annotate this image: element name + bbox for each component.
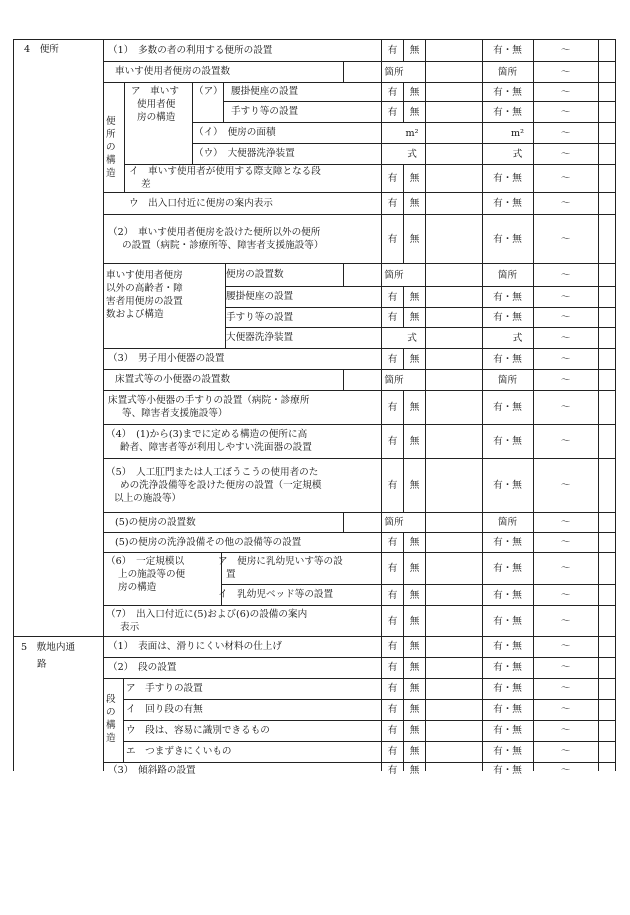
no-option: 無	[409, 353, 420, 365]
row-label: イ 乳幼児ベッド等の設置	[218, 589, 334, 600]
yes-no-option: 有・無	[493, 233, 522, 245]
yes-no-option: 有・無	[493, 86, 522, 98]
unit-label: 箇所	[497, 517, 518, 528]
row-label: （2） 車いす使用者便房を設けた便所以外の便所	[108, 226, 321, 238]
row-label: （2） 段の設置	[108, 661, 177, 673]
table-rule	[343, 512, 344, 533]
yes-option: 有	[387, 173, 398, 184]
no-option: 無	[409, 745, 420, 757]
table-rule	[103, 82, 616, 83]
table-left-border	[13, 39, 14, 771]
yes-no-option: 有・無	[493, 589, 522, 601]
row-label: ア 手すりの設置	[126, 682, 203, 694]
row-label: 手すり等の設置	[231, 106, 299, 117]
group-label: の	[106, 707, 116, 718]
row-label: （1） 表面は、滑りにくい材料の仕上げ	[108, 640, 282, 652]
no-option: 無	[409, 563, 420, 574]
row-label: 床置式等の小便器の設置数	[115, 374, 231, 385]
cell-merge-mask	[193, 100, 223, 104]
range-mark: ～	[560, 291, 571, 303]
group-label: 段	[106, 694, 116, 705]
unit-label: 式	[512, 332, 523, 344]
no-option: 無	[409, 703, 420, 715]
yes-option: 有	[387, 661, 398, 673]
table-rule	[103, 390, 616, 391]
range-mark: ～	[560, 106, 571, 118]
unit-label: 式	[407, 332, 417, 344]
row-label: (5)の便房の洗浄設備その他の設備等の設置	[115, 536, 302, 548]
range-mark: ～	[560, 332, 571, 344]
no-option: 無	[409, 682, 420, 694]
group-label: 上の施設等の便	[118, 569, 186, 580]
section-column-border	[103, 39, 104, 771]
no-option: 無	[409, 173, 420, 184]
range-mark: ～	[560, 233, 571, 245]
group-label: 構	[106, 720, 116, 731]
range-mark: ～	[560, 198, 571, 209]
yes-option: 有	[387, 353, 398, 365]
yes-no-option: 有・無	[493, 173, 522, 184]
table-rule	[103, 192, 616, 193]
table-rule	[103, 699, 616, 700]
unit-label: 箇所	[384, 374, 404, 386]
range-mark: ～	[560, 402, 571, 413]
range-mark: ～	[560, 537, 571, 548]
range-mark: ～	[560, 127, 571, 139]
range-mark: ～	[560, 682, 571, 694]
table-rule	[123, 678, 124, 763]
yes-no-option: 有・無	[493, 480, 522, 491]
unit-label: 式	[407, 148, 417, 160]
cell-merge-mask	[125, 142, 192, 146]
yes-no-option: 有・無	[493, 537, 522, 548]
table-rule	[103, 348, 616, 349]
yes-option: 有	[387, 480, 398, 491]
no-option: 無	[409, 402, 420, 413]
yes-no-option: 有・無	[493, 436, 522, 447]
group-label: の	[106, 142, 116, 153]
no-option: 無	[409, 86, 420, 98]
table-rule	[103, 657, 616, 658]
table-rule	[103, 369, 616, 370]
yes-option: 有	[387, 436, 398, 447]
row-label: 腰掛便座の設置	[226, 291, 294, 302]
row-label: の設置（病院・診療所等、障害者支援施設等）	[122, 239, 324, 251]
yes-no-option: 有・無	[493, 703, 522, 715]
yes-no-option: 有・無	[493, 291, 522, 303]
range-mark: ～	[560, 269, 571, 281]
unit-label: m²	[511, 127, 524, 139]
row-label: (5)の便房の設置数	[115, 516, 196, 528]
yes-option: 有	[387, 106, 398, 118]
row-label: （ア）	[194, 86, 223, 97]
row-label: 車いす使用者便房の設置数	[115, 66, 231, 77]
row-label: 便房の設置数	[226, 269, 284, 280]
unit-label: 箇所	[497, 374, 518, 386]
unit-label: 箇所	[384, 517, 404, 528]
yes-option: 有	[387, 86, 398, 98]
row-label: （4） (1)から(3)までに定める構造の便所に高	[106, 429, 308, 440]
section-divider	[13, 636, 616, 637]
yes-option: 有	[387, 291, 398, 303]
no-option: 無	[409, 480, 420, 491]
group-label: （6） 一定規模以	[106, 556, 185, 567]
yes-no-option: 有・無	[493, 353, 522, 365]
group-label: 房の構造	[118, 582, 157, 593]
no-option: 無	[409, 106, 420, 118]
yes-no-option: 有・無	[493, 312, 522, 323]
table-rule	[103, 605, 616, 606]
no-option: 無	[409, 661, 420, 673]
yes-option: 有	[387, 233, 398, 245]
yes-no-option: 有・無	[493, 765, 522, 776]
row-label: 置	[226, 569, 236, 580]
yes-option: 有	[387, 563, 398, 574]
table-rule	[103, 512, 616, 513]
row-label: （3） 男子用小便器の設置	[108, 353, 225, 364]
table-rule	[343, 61, 344, 83]
yes-option: 有	[387, 312, 398, 323]
row-label: （5） 人工肛門または人工ぼうこうの使用者のた	[106, 466, 319, 478]
range-mark: ～	[560, 745, 571, 757]
group-label: 造	[106, 733, 116, 744]
yes-no-option: 有・無	[493, 640, 522, 652]
range-mark: ～	[560, 765, 571, 776]
range-mark: ～	[560, 703, 571, 715]
yes-no-option: 有・無	[493, 745, 522, 757]
table-rule	[103, 720, 616, 721]
yes-no-option: 有・無	[493, 106, 522, 118]
row-label: 手すり等の設置	[226, 311, 294, 323]
range-mark: ～	[560, 173, 571, 184]
table-rule	[598, 39, 599, 771]
row-label: （ウ） 大便器洗浄装置	[194, 148, 295, 159]
yes-option: 有	[387, 703, 398, 715]
table-rule	[192, 82, 193, 165]
yes-option: 有	[387, 45, 398, 56]
row-label: ウ 段は、容易に識別できるもの	[126, 724, 270, 736]
row-label: イ 回り段の有無	[126, 703, 203, 715]
no-option: 無	[409, 615, 420, 627]
table-rule	[103, 532, 616, 533]
no-option: 無	[409, 724, 420, 736]
yes-option: 有	[387, 402, 398, 413]
range-mark: ～	[560, 480, 571, 491]
row-label: イ 車いす使用者が使用する際支障となる段	[129, 166, 321, 177]
group-label: 使用者便	[137, 99, 176, 110]
range-mark: ～	[560, 66, 571, 78]
table-rule	[223, 82, 224, 123]
yes-no-option: 有・無	[493, 661, 522, 673]
section-title: 路	[37, 659, 47, 670]
yes-option: 有	[387, 640, 398, 652]
unit-label: 箇所	[384, 269, 404, 281]
range-mark: ～	[560, 86, 571, 98]
no-option: 無	[409, 537, 420, 548]
yes-no-option: 有・無	[493, 402, 522, 413]
no-option: 無	[409, 765, 420, 776]
range-mark: ～	[560, 615, 571, 627]
no-option: 無	[409, 233, 420, 245]
table-rule	[103, 762, 616, 763]
row-label: 大便器洗浄装置	[226, 332, 294, 343]
table-right-border	[615, 39, 616, 771]
group-label: 房の構造	[137, 112, 176, 123]
table-rule	[103, 214, 616, 215]
table-rule	[343, 369, 344, 391]
no-option: 無	[409, 198, 420, 209]
row-label: 腰掛便座の設置	[231, 86, 299, 97]
section-title: 5 敷地内通	[21, 642, 76, 653]
range-mark: ～	[560, 436, 571, 447]
table-rule	[103, 741, 616, 742]
range-mark: ～	[560, 374, 571, 386]
no-option: 無	[409, 640, 420, 652]
range-mark: ～	[560, 724, 571, 736]
group-label: 便	[106, 116, 116, 127]
row-label: 差	[141, 179, 151, 190]
range-mark: ～	[560, 589, 571, 601]
row-label: 等、障害者支援施設等）	[122, 408, 228, 419]
yes-option: 有	[387, 682, 398, 694]
table-rule	[103, 458, 616, 459]
range-mark: ～	[560, 640, 571, 652]
row-label: ウ 出入口付近に便房の案内表示	[129, 197, 273, 209]
no-option: 無	[409, 291, 420, 303]
table-rule	[103, 678, 616, 679]
row-label: （7） 出入口付近に(5)および(6)の設備の案内	[106, 608, 308, 620]
group-label: 以外の高齢者・障	[106, 283, 183, 294]
yes-option: 有	[387, 198, 398, 209]
no-option: 無	[409, 45, 420, 56]
table-rule	[103, 424, 616, 425]
yes-option: 有	[387, 537, 398, 548]
yes-option: 有	[387, 615, 398, 627]
yes-option: 有	[387, 724, 398, 736]
table-rule	[103, 61, 616, 62]
yes-no-option: 有・無	[493, 563, 522, 574]
table-top-border	[13, 39, 616, 40]
cell-merge-mask	[104, 326, 225, 330]
range-mark: ～	[560, 312, 571, 323]
unit-label: 式	[512, 148, 523, 160]
yes-option: 有	[387, 589, 398, 601]
range-mark: ～	[560, 148, 571, 160]
yes-no-option: 有・無	[493, 682, 522, 694]
group-label: 害者用便房の設置	[106, 296, 183, 307]
section-title: 4 便所	[24, 44, 59, 55]
table-rule	[343, 263, 344, 287]
unit-label: m²	[405, 127, 419, 139]
row-label: （イ） 便房の面積	[194, 127, 276, 138]
yes-no-option: 有・無	[493, 198, 522, 209]
group-label: 造	[106, 168, 116, 179]
row-label: 床置式等小便器の手すりの設置（病院・診療所	[108, 395, 310, 406]
group-label: 構	[106, 155, 116, 166]
cell-merge-mask	[104, 100, 124, 104]
row-label: ア 便房に乳幼児いす等の設	[218, 556, 343, 567]
table-rule	[103, 263, 616, 264]
range-mark: ～	[560, 563, 571, 574]
range-mark: ～	[560, 517, 571, 528]
yes-no-option: 有・無	[493, 45, 522, 56]
yes-no-option: 有・無	[493, 724, 522, 736]
group-label: 車いす使用者便房	[106, 270, 183, 281]
no-option: 無	[409, 312, 420, 323]
no-option: 無	[409, 436, 420, 447]
row-label: 齢者、障害者等が利用しやすい洗面器の設置	[120, 442, 312, 453]
yes-option: 有	[387, 765, 398, 776]
yes-no-option: 有・無	[493, 615, 522, 627]
yes-option: 有	[387, 745, 398, 757]
no-option: 無	[409, 589, 420, 601]
row-label: 以上の施設等）	[114, 492, 182, 504]
row-label: （1） 多数の者の利用する便所の設置	[108, 44, 273, 56]
unit-label: 箇所	[384, 66, 404, 78]
unit-label: 箇所	[497, 269, 518, 281]
range-mark: ～	[560, 353, 571, 365]
range-mark: ～	[560, 661, 571, 673]
group-label: 所	[106, 129, 116, 140]
range-mark: ～	[560, 45, 571, 56]
row-label: めの洗浄設備等を設けた便房の設置（一定規模	[120, 479, 322, 491]
group-label: ア 車いす	[131, 86, 179, 97]
unit-label: 箇所	[497, 66, 518, 78]
row-label: エ つまずきにくいもの	[126, 745, 232, 757]
table-rule	[103, 552, 616, 553]
row-label: （3） 傾斜路の設置	[108, 765, 196, 776]
group-label: 数および構造	[106, 309, 164, 320]
table-rule	[124, 82, 125, 193]
row-label: 表示	[120, 621, 140, 633]
